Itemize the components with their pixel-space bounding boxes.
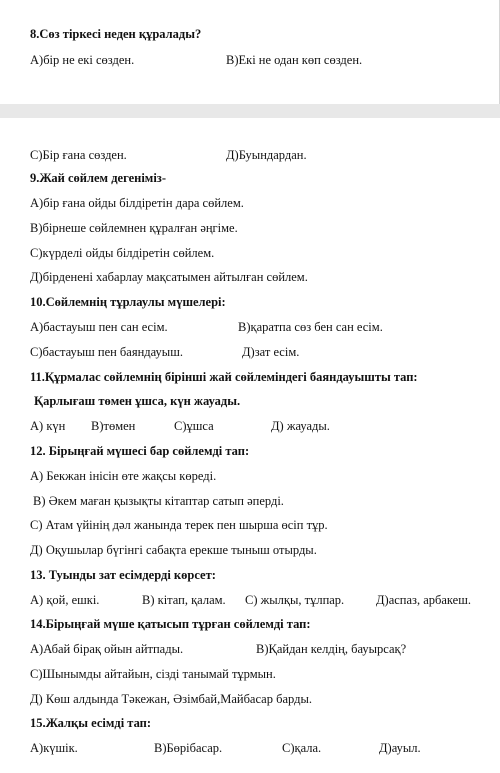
question-8-option-b: В)Екі не одан көп сөзден. [226,53,363,67]
question-10-title: 10.Сөйлемнің тұрлаулы мүшелері: [30,295,226,309]
question-9-option-b: В)бірнеше сөйлемнен құралған әңгіме. [30,221,238,235]
question-14-option-c: С)Шынымды айтайын, сізді танымай тұрмын. [30,667,276,681]
question-14-title: 14.Бірыңғай мүше қатысып тұрған сөйлемді тап: [30,617,311,631]
question-10-option-c: С)бастауыш пен баяндауыш. [30,345,183,359]
question-13-option-a: А) қой, ешкі. [30,593,100,607]
question-11-option-b: В)төмен [91,419,136,433]
question-14-option-a: А)Абай бірақ ойын айтпады. [30,642,184,656]
page-1 [0,0,500,104]
question-13-title: 13. Туынды зат есімдерді көрсет: [30,568,216,582]
question-9-option-c: С)күрделі ойды білдіретін сөйлем. [30,246,215,260]
question-12-option-c: С) Атам үйінің дәл жанында терек пен шырша өсіп тұр. [30,518,328,532]
question-15-option-c: С)қала. [282,741,322,755]
question-15-option-d: Д)ауыл. [379,741,421,755]
question-11-option-a: А) күн [30,419,66,433]
question-15-title: 15.Жалқы есімді тап: [30,716,152,730]
question-13-option-d: Д)аспаз, арбакеш. [376,593,471,607]
question-9-option-d: Д)бірденені хабарлау мақсатымен айтылған сөйлем. [30,270,308,284]
question-9-title: 9.Жай сөйлем дегеніміз- [30,171,166,185]
question-13-option-c: С) жылқы, тұлпар. [245,593,345,607]
question-15-option-b: В)Бөрібасар. [154,741,223,755]
question-12-title: 12. Бірыңғай мүшесі бар сөйлемді тап: [30,444,250,458]
question-10-option-a: А)бастауыш пен сан есім. [30,320,168,334]
question-10-option-b: В)қаратпа сөз бен сан есім. [238,320,383,334]
question-8-option-c: С)Бір ғана сөзден. [30,148,127,162]
question-11-option-d: Д) жауады. [271,419,330,433]
page-2 [0,118,500,773]
question-8-title: 8.Сөз тіркесі неден құралады? [30,27,202,41]
question-14-option-d: Д) Көш алдында Тәкежан, Әзімбай,Майбасар барды. [30,692,312,706]
question-12-option-a: А) Бекжан інісін өте жақсы көреді. [30,469,217,483]
question-14-option-b: В)Қайдан келдің, бауырсақ? [256,642,407,656]
question-8-option-d: Д)Буындардан. [226,148,307,162]
question-8-option-a: А)бір не екі сөзден. [30,53,135,67]
question-10-option-d: Д)зат есім. [242,345,300,359]
question-11-title: 11.Құрмалас сөйлемнің бірінші жай сөйлеміндегі баяндауышты тап: [30,370,418,384]
question-12-option-b: В) Әкем маған қызықты кітаптар сатып әперді. [33,494,284,508]
question-13-option-b: В) кітап, қалам. [142,593,226,607]
question-12-option-d: Д) Оқушылар бүгінгі сабақта ерекше тыныш отырды. [30,543,317,557]
question-15-option-a: А)күшік. [30,741,78,755]
question-11-option-c: С)ұшса [174,419,214,433]
question-11-sentence: Қарлығаш төмен ұшса, күн жауады. [34,394,241,408]
question-9-option-a: А)бір ғана ойды білдіретін дара сөйлем. [30,196,244,210]
